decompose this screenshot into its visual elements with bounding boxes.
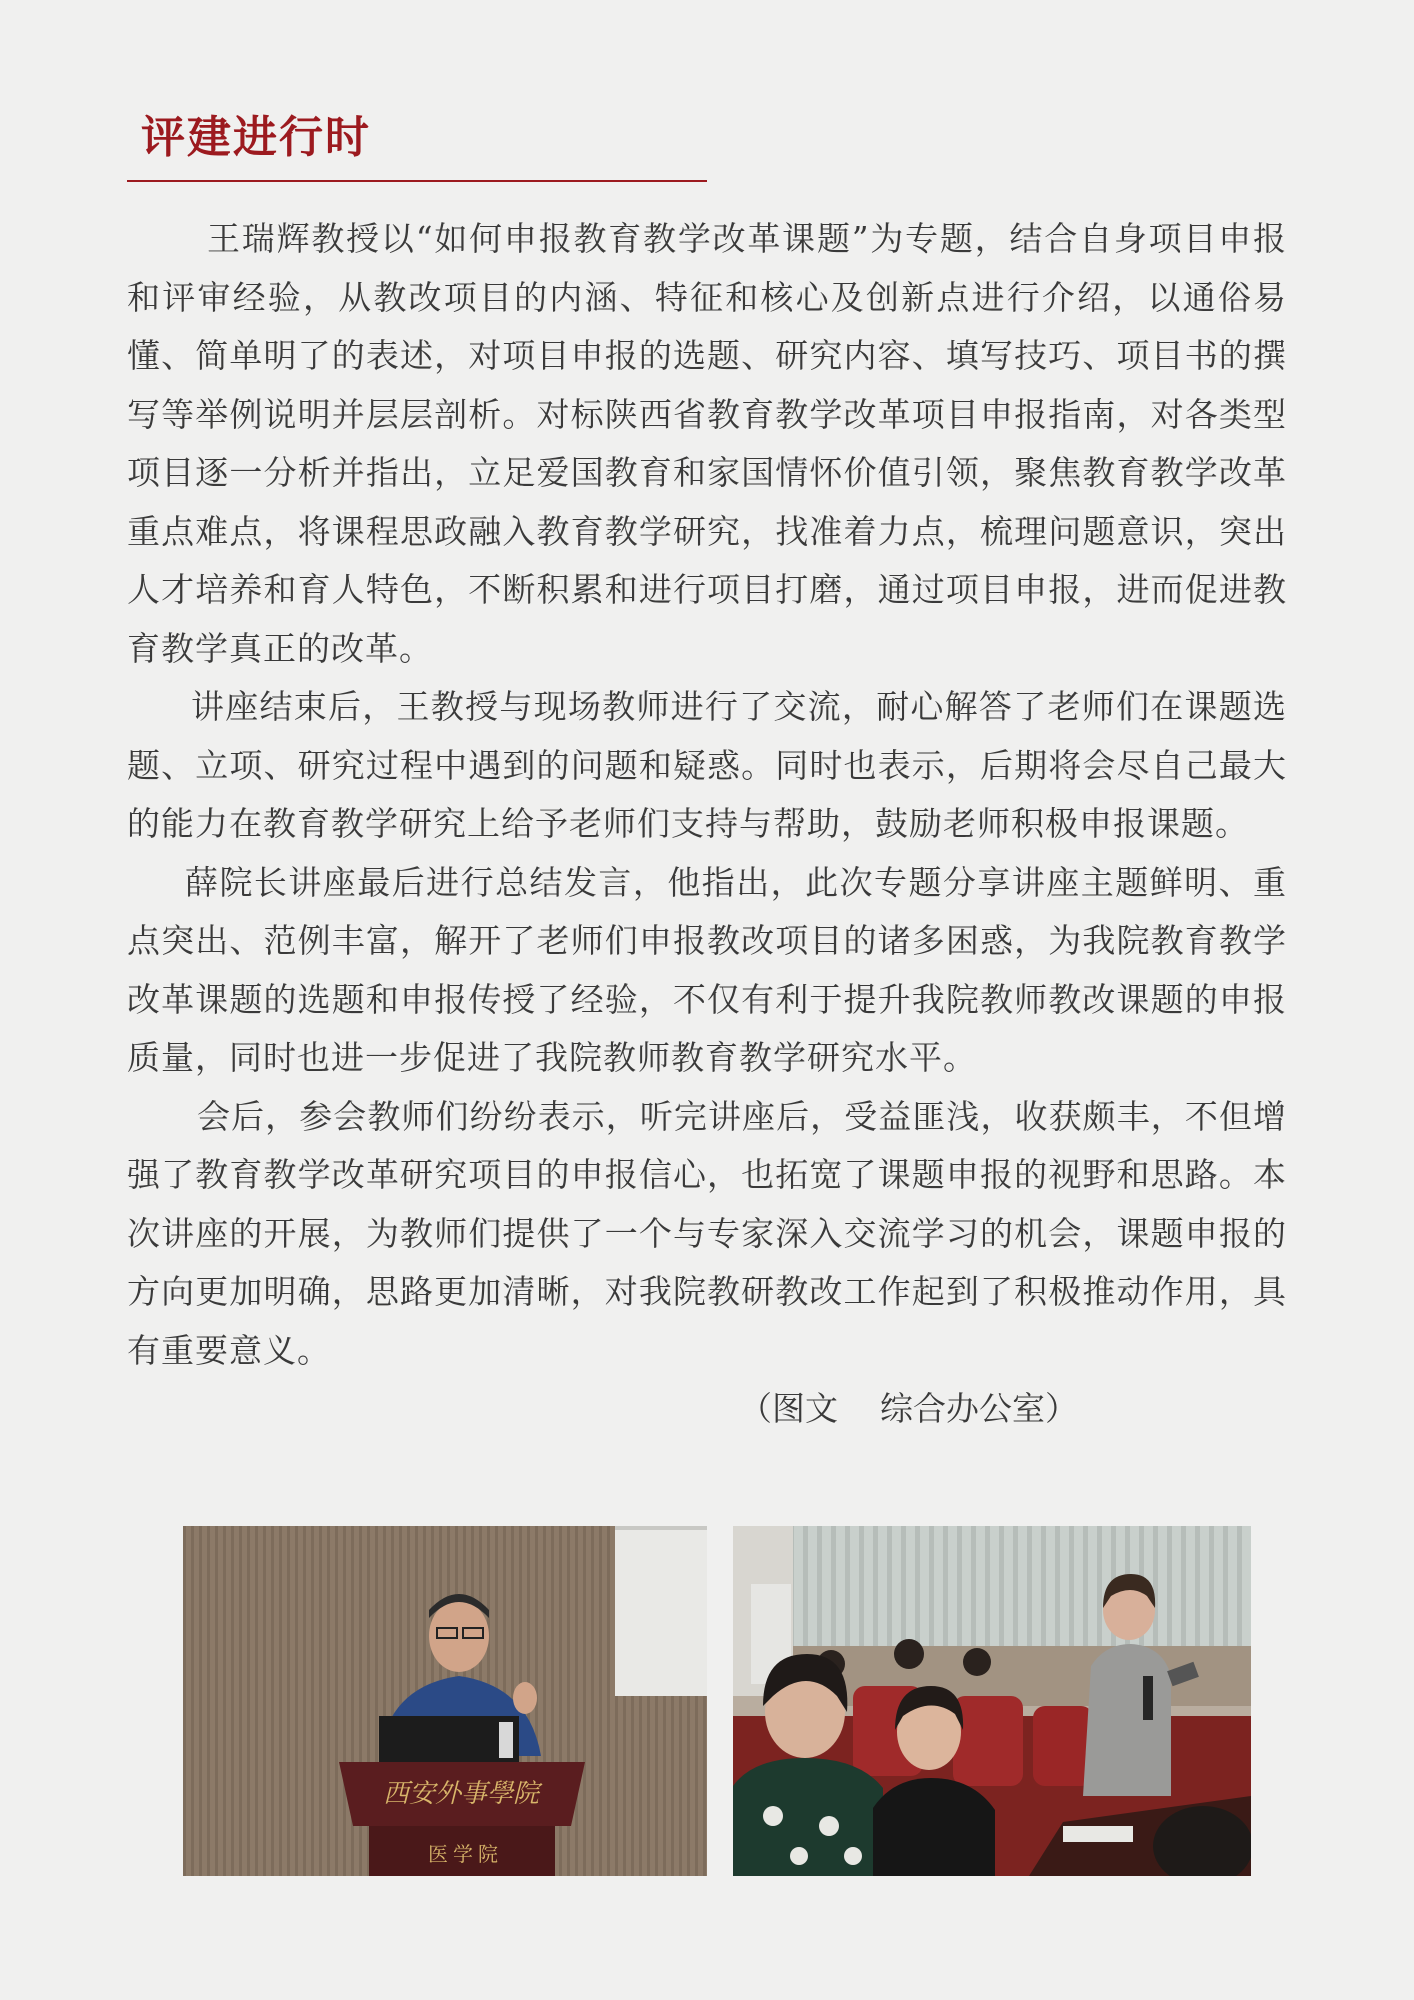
paragraph-4: 会后，参会教师们纷纷表示，听完讲座后，受益匪浅，收获颇丰，不但增强了教育教学改革研究项目的申报信心，也拓宽了课题申报的视野和思路。本次讲座的开展，为教师们提供了一个与专家深入交流学习的机会，课题申报的方向更加明确，思路更加清晰，对我院教研教改工作起到了积极推动作用，具有重要意义。 bbox=[127, 1096, 1287, 1370]
section-title: 评建进行时 bbox=[141, 112, 371, 163]
podium-text-dept: 医 学 院 bbox=[428, 1844, 498, 1866]
paragraph-1: 王瑞辉教授以“如何申报教育教学改革课题”为专题，结合自身项目申报和评审经验，从教改项目的内涵、特征和核心及创新点进行介绍，以通俗易懂、简单明了的表述，对项目申报的选题、研究内容、填写技巧、项目书的撰写等举例说明并层层剖析。对标陕西省教育教学改革项目申报指南，对各类型项目逐一分析并指出，立足爱国教育和家国情怀价值引领，聚焦教育教学改革重点难点，将课程思政融入教育教学研究，找准着力点，梳理问题意识，突出人才培养和育人特色，不断积累和进行项目打磨，通过项目申报，进而促进教育教学真正的改革。 bbox=[127, 219, 1287, 668]
title-underline bbox=[127, 180, 707, 182]
photo-credit: （图文 综合办公室） bbox=[739, 1389, 1078, 1428]
photo-speaker-at-podium bbox=[183, 1526, 707, 1876]
photo-audience-qa bbox=[733, 1526, 1251, 1876]
paragraph-2: 讲座结束后，王教授与现场教师进行了交流，耐心解答了老师们在课题选题、立项、研究过程中遇到的问题和疑惑。同时也表示，后期将会尽自己最大的能力在教育教学研究上给予老师们支持与帮助，鼓励老师积极申报课题。 bbox=[127, 687, 1287, 843]
article-body bbox=[127, 210, 1287, 1439]
podium-text-college: 西安外事學院 bbox=[382, 1779, 540, 1808]
paragraph-3: 薛院长讲座最后进行总结发言，他指出，此次专题分享讲座主题鲜明、重点突出、范例丰富，解开了老师们申报教改项目的诸多困惑，为我院教育教学改革课题的选题和申报传授了经验，不仅有利于提升我院教师教改课题的申报质量，同时也进一步促进了我院教师教育教学研究水平。 bbox=[127, 862, 1287, 1077]
section-header bbox=[127, 108, 707, 168]
